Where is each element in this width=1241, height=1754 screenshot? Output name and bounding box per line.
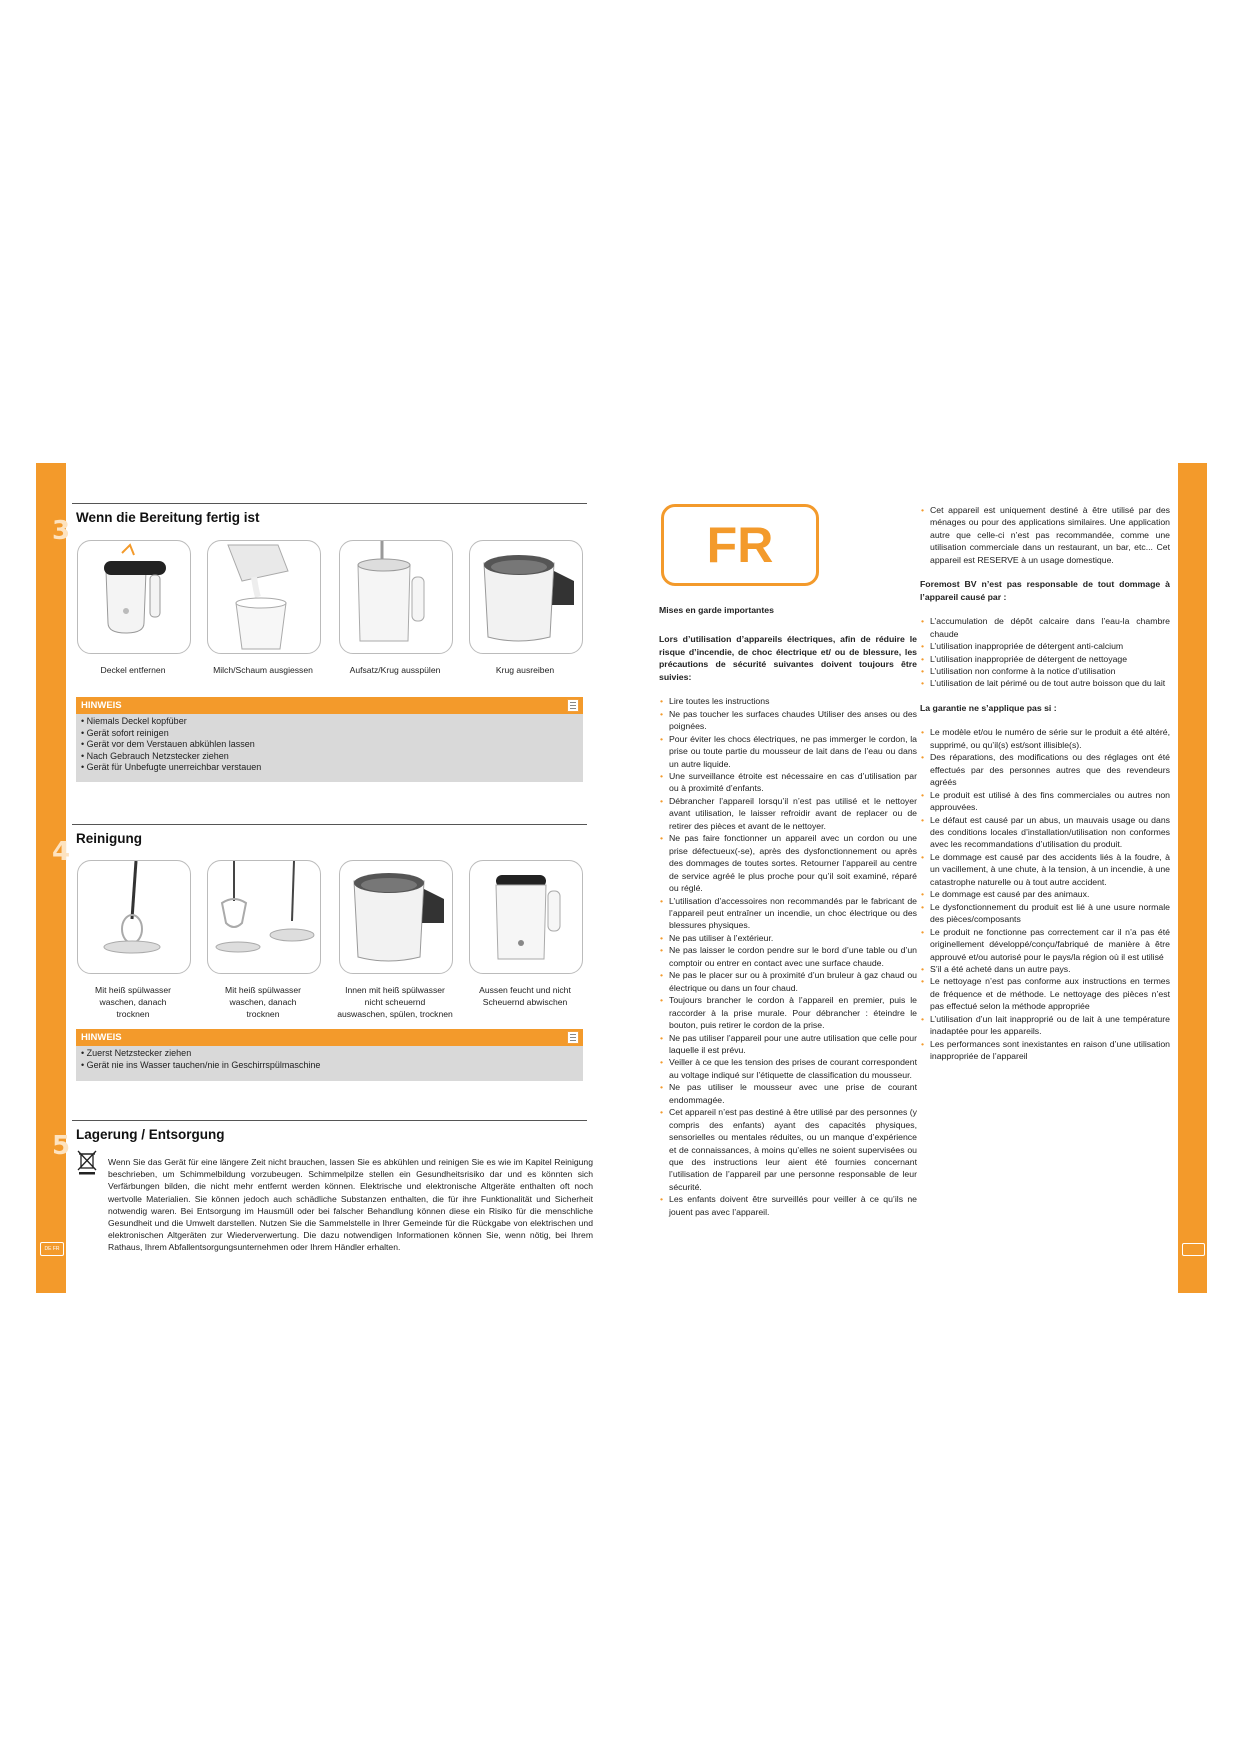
photo-whisk-parts [207, 860, 321, 974]
section-divider [72, 1120, 587, 1121]
note-title: HINWEIS [81, 700, 122, 711]
list-item: • Lire toutes les instructions [659, 695, 917, 707]
list-item: • Gerät nie ins Wasser tauchen/nie in Geschirrspülmaschine [81, 1059, 321, 1070]
caption-line: nicht scheuernd [364, 997, 426, 1007]
list-item: • Ne pas utiliser à l’extérieur. [659, 932, 917, 944]
list-item: • Le dommage est causé par des animaux. [920, 888, 1170, 900]
list-item: • Des réparations, des modifications ou des réglages ont été effectués par des personnes autres que des revendeurs agréés [920, 751, 1170, 788]
caption-line: trocknen [116, 1009, 150, 1019]
column-left [659, 604, 917, 1218]
section-title: Lagerung / Entsorgung [76, 1127, 225, 1142]
list-item: • Cet appareil n’est pas destiné à être utilisé par des personnes (y compris des enfants) ayant des capacités physiques, sensorielles ou mentales réduites, ou un manque d’expérience et de connaissances, à moins qu’elles ne soient supervisées ou que des instructions leur aient été fournies concernant l’utilisation de l’appareil par une personne responsable de leur sécurité. [659, 1106, 917, 1193]
list-item: • Ne pas le placer sur ou à proximité d’un bruleur à gaz chaud ou électrique ou dans un four chaud. [659, 969, 917, 994]
caption-line: waschen, danach [99, 997, 167, 1007]
section-number: 4 [51, 837, 71, 867]
photo-device-outside [469, 860, 583, 974]
list-item: • Gerät sofort reinigen [81, 727, 169, 738]
photo-remove-lid [77, 540, 191, 654]
list-item: • Pour éviter les chocs électriques, ne pas immerger le cordon, la prise ou toute partie du mousseur de lait dans de l’eau ou dans un autre liquide. [659, 733, 917, 770]
list-item: • Le nettoyage n’est pas conforme aux instructions en termes de fréquence et de méthode. Le nettoyage des pièces n’est pas effectué selon la méthode appropriée [920, 975, 1170, 1012]
note-icon [567, 1031, 579, 1044]
note-header [76, 697, 583, 714]
page-tab-left: DE FR [40, 1242, 64, 1256]
left-page-bar [36, 463, 66, 1293]
section-number: 5 [51, 1131, 71, 1161]
list-item: • Nach Gebrauch Netzstecker ziehen [81, 750, 229, 761]
list-item: • L’utilisation inappropriée de détergent de nettoyage [920, 653, 1170, 665]
section-number: 3 [51, 516, 71, 546]
list-item: • Ne pas toucher les surfaces chaudes Utiliser des anses ou des poignées. [659, 708, 917, 733]
caption-line: Innen mit heiß spülwasser [345, 985, 445, 995]
list-item: • Niemals Deckel kopfüber [81, 716, 187, 726]
caption [198, 984, 328, 1020]
caption-line: trocknen [246, 1009, 280, 1019]
list-item: • Ne pas faire fonctionner un appareil avec un cordon ou une prise défectueux(-se), après des dysfonctionnement ou après des dommages de toutes sortes. Retourner l’appareil au centre de service agréé le plus proche pour qu’il soit examiné, réparé ou réglé. [659, 832, 917, 894]
list-item: • L’utilisation non conforme à la notice d’utilisation [920, 665, 1170, 677]
caption [324, 984, 466, 1020]
list-item: • Le produit ne fonctionne pas correctement car il n’a pas été originellement développé/conçu/fabriqué de manière à être approuvé et/ou autorisé pour le pays/la région où il est utilisé [920, 926, 1170, 963]
section-title: Reinigung [76, 831, 142, 846]
section-title: Wenn die Bereitung fertig ist [76, 510, 260, 525]
list-item: • Cet appareil est uniquement destiné à être utilisé par des ménages ou pour des applications similaires. Une application autre que celle-ci n’est pas recommandée, comme une utilisation commerciale dans un restaurant, un bar, etc... Cet appareil est RESERVE à un usage domestique. [920, 504, 1170, 566]
list-item: • S’il a été acheté dans un autre pays. [920, 963, 1170, 975]
column-right [920, 504, 1170, 1063]
subheading: La garantie ne s’applique pas si : [920, 702, 1057, 713]
photo-rinse-jug [339, 540, 453, 654]
list-item: • L’utilisation de lait périmé ou de tout autre boisson que du lait [920, 677, 1170, 689]
right-page-bar [1178, 463, 1207, 1293]
list-item: • L’utilisation d’un lait inapproprié ou de lait à une température inadaptée pour les appareils. [920, 1013, 1170, 1038]
caption [68, 984, 198, 1020]
caption: Deckel entfernen [100, 665, 166, 675]
disposal-paragraph: Wenn Sie das Gerät für eine längere Zeit nicht brauchen, lassen Sie es abkühlen und reinigen Sie es wie im Kapitel Reinigung beschrieben, um Schimmelbildung vorzubeugen. Schimmelpilze stellen ein Gesundheitsrisiko dar und es könnten sich Verfärbungen bilden, die nicht mehr entfernt werden können. Elektrische und elektronische Altgeräte enthalten oft noch wertvolle Materialien. Sie können jedoch auch schädliche Substanzen enthalten, die für ihre Funktionalität und Sicherheit notwendig waren. Bei Entsorgung im Hausmüll oder bei falscher Behandlung können diese ein Risiko für die menschliche Gesundheit und die Umwelt darstellen. Nutzen Sie die Sammelstelle in Ihrer Gemeinde für die Rückgabe von elektrischen und elektronischen Altgeräten zur Wiederverwertung. Die dazu notwendigen Informationen können Sie, wenn nötig, bei Ihrem Rathaus, Ihrem Abfallentsorgungsunternehmen oder Ihrem Händler erhalten. [108, 1157, 593, 1253]
note-box [76, 1029, 583, 1081]
caption: Milch/Schaum ausgiessen [213, 665, 313, 675]
caption-line: Mit heiß spülwasser [95, 985, 171, 995]
section-divider [72, 824, 587, 825]
caption-line: Aussen feucht und nicht [479, 985, 571, 995]
list-item: • Le défaut est causé par un abus, un mauvais usage ou dans des conditions locales d’installation/utilisation non conformes avec les recommandations d’utilisation du produit. [920, 814, 1170, 851]
list-item: • Ne pas utiliser le mousseur avec une prise de courant endommagée. [659, 1081, 917, 1106]
list-item: • Ne pas laisser le cordon pendre sur le bord d’une table ou d’un comptoir ou entrer en contact avec une surface chaude. [659, 944, 917, 969]
list-item: • L’utilisation inappropriée de détergent anti-calcium [920, 640, 1170, 652]
list-item: • Le dommage est causé par des accidents liés à la foudre, à un vacillement, à une chute, à la tension, à un incendie, à une catastrophe naturelle ou à tout autre accident. [920, 851, 1170, 888]
list-item: • L’accumulation de dépôt calcaire dans l’eau-la chambre chaude [920, 615, 1170, 640]
note-list [76, 1046, 583, 1076]
note-list [76, 714, 583, 779]
list-item: • Les enfants doivent être surveillés pour veiller à ce qu’ils ne jouent pas avec l’appareil. [659, 1193, 917, 1218]
caption: Aufsatz/Krug ausspülen [349, 665, 441, 675]
photo-whisk [77, 860, 191, 974]
photo-jug-inside [339, 860, 453, 974]
caption-line: waschen, danach [229, 997, 297, 1007]
caption-line: auswaschen, spülen, trocknen [337, 1009, 453, 1019]
list-item: • Zuerst Netzstecker ziehen [81, 1048, 192, 1058]
subheading: Foremost BV n’est pas responsable de tout dommage à l’appareil causé par : [920, 579, 1170, 602]
list-item: • Une surveillance étroite est nécessaire en cas d’utilisation par ou à proximité d’enfants. [659, 770, 917, 795]
list-item: • Veiller à ce que les tension des prises de courant correspondent au voltage indiqué sur l’étiquette de classification du mousseur. [659, 1056, 917, 1081]
list-item: • Ne pas utiliser l’appareil pour une autre utilisation que celle pour laquelle il est prévu. [659, 1032, 917, 1057]
intro-bold: Lors d’utilisation d’appareils électriques, afin de réduire le risque d’incendie, de choc électrique et/ ou de blessure, les précautions de sécurité suivantes doivent toujours être suivies: [659, 634, 917, 682]
note-icon [567, 699, 579, 712]
caption-line: Mit heiß spülwasser [225, 985, 301, 995]
photo-pour-milk [207, 540, 321, 654]
caption-line: Scheuernd abwischen [482, 997, 568, 1007]
list-item: • Gerät für Unbefugte unerreichbar verstauen [81, 762, 262, 773]
weee-bin-icon [76, 1149, 98, 1175]
page-tab-right [1182, 1243, 1205, 1256]
list-item: • Toujours brancher le cordon à l’appareil en premier, puis le raccorder à la prise murale. Pour débrancher : éteindre le bouton, puis retirer le cordon de la prise. [659, 994, 917, 1031]
list-item: • Le modèle et/ou le numéro de série sur le produit a été altéré, supprimé, ou qu’il(s) est/sont illisible(s). [920, 726, 1170, 751]
note-header [76, 1029, 583, 1046]
list-item: • Gerät vor dem Verstauen abkühlen lassen [81, 739, 255, 750]
note-box [76, 697, 583, 782]
note-title: HINWEIS [81, 1032, 122, 1043]
list-item: • Le produit est utilisé à des fins commerciales ou autres non approuvées. [920, 789, 1170, 814]
caption [460, 984, 590, 1008]
caption: Krug ausreiben [495, 665, 555, 675]
list-item: • L’utilisation d’accessoires non recommandés par le fabricant de l’appareil peut entraîner un incendie, un choc électrique ou des blessures physiques. [659, 895, 917, 932]
list-item: • Le dysfonctionnement du produit est lié à une usure normale des pièces/composants [920, 901, 1170, 926]
photo-wipe-jug [469, 540, 583, 654]
list-item: • Débrancher l’appareil lorsqu’il n’est pas utilisé et le nettoyer avant utilisation, le laisser refroidir avant de replacer ou de retirer des pièces et avant de le nettoyer. [659, 795, 917, 832]
heading: Mises en garde importantes [659, 605, 774, 615]
list-item: • Les performances sont inexistantes en raison d’une utilisation inappropriée de l’appareil [920, 1038, 1170, 1063]
language-badge: FR [661, 504, 819, 586]
section-divider [72, 503, 587, 504]
